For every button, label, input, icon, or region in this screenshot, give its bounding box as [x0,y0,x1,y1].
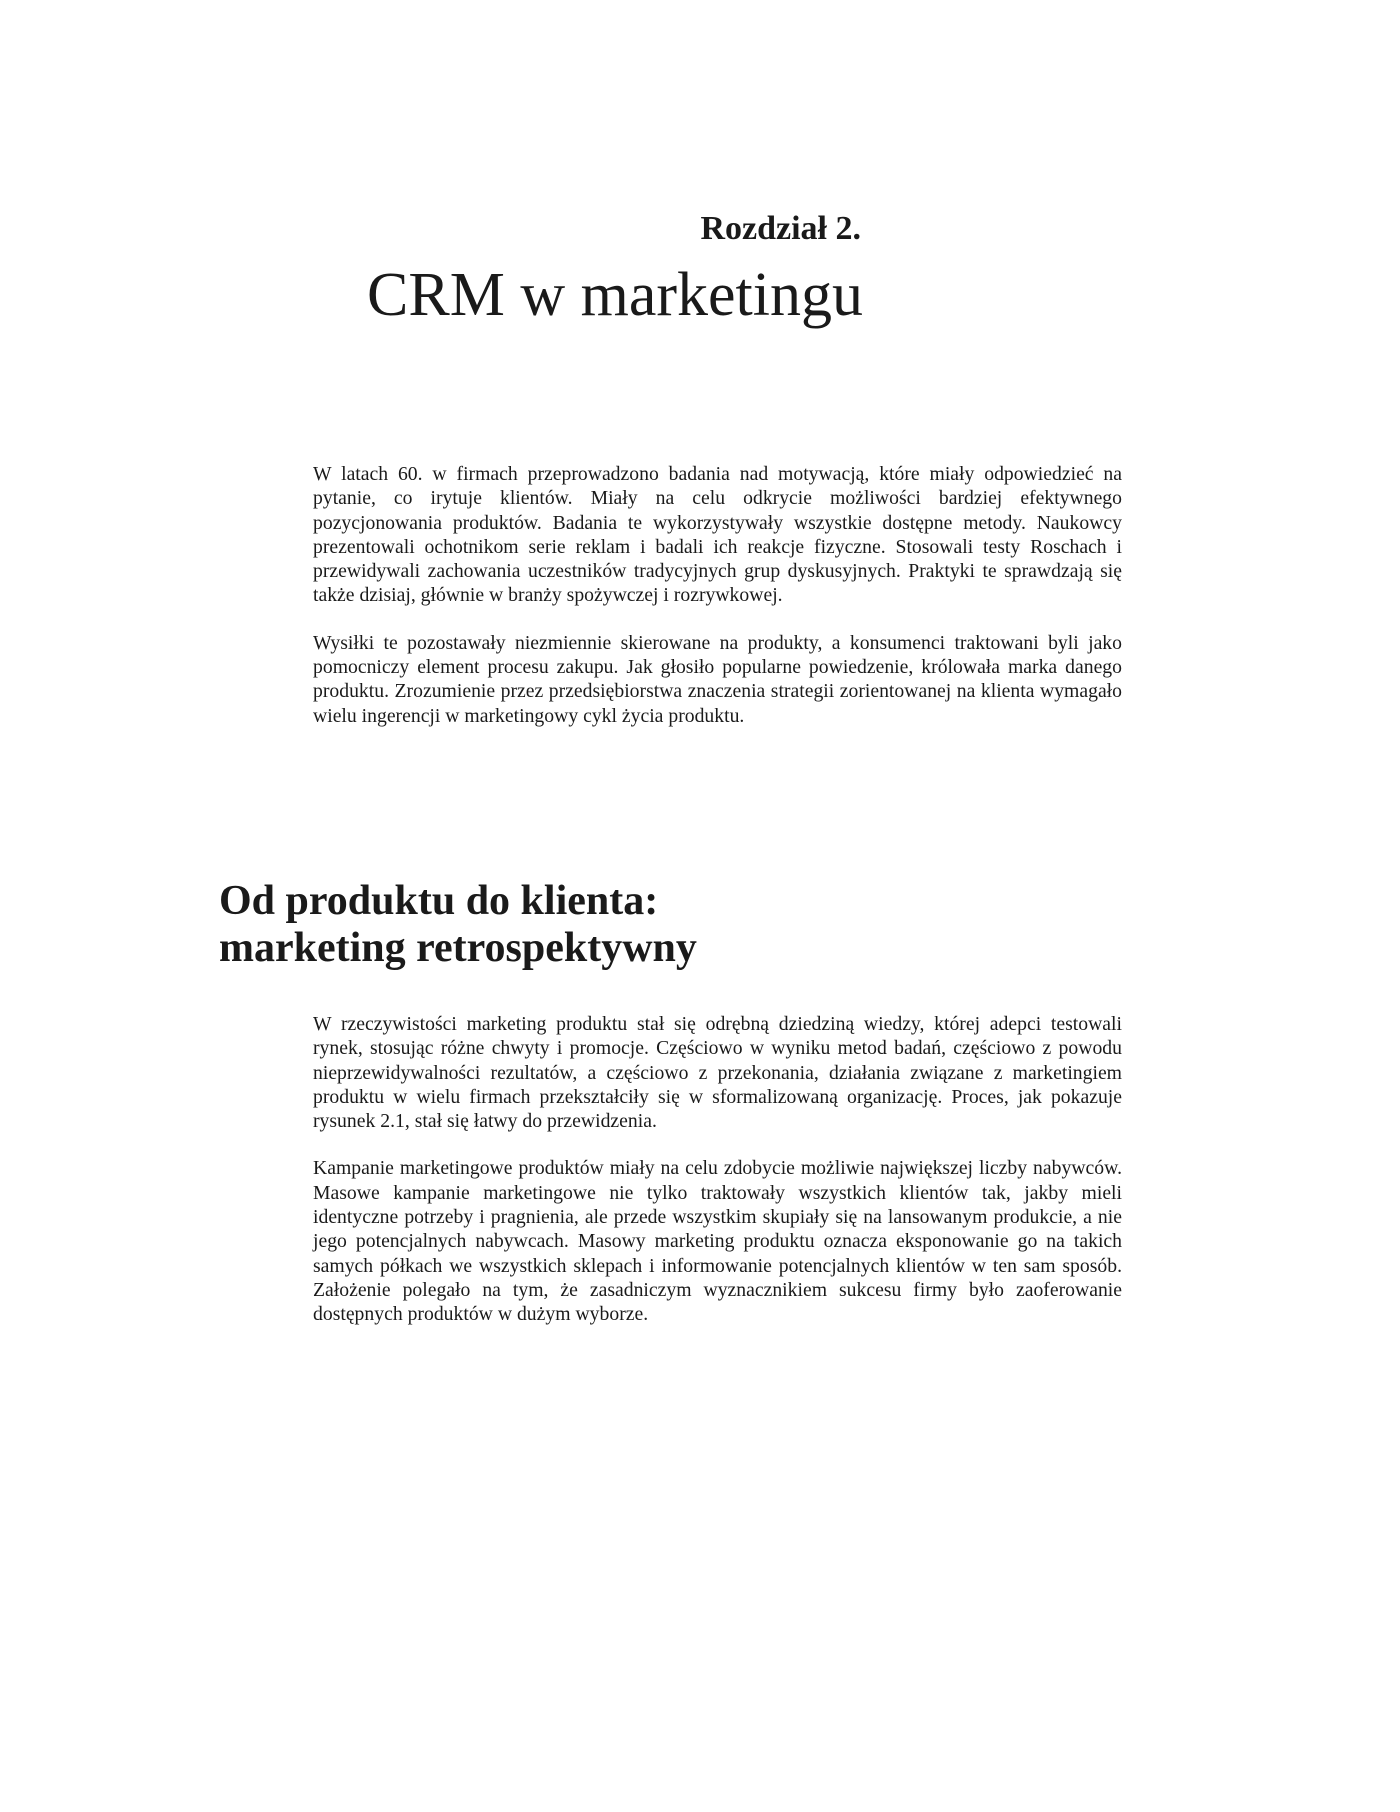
section-heading-line-2: marketing retrospektywny [219,925,697,971]
intro-text [313,462,1122,751]
chapter-label: Rozdział 2. [700,210,861,247]
section-text [313,1012,1122,1350]
intro-paragraph-1: W latach 60. w firmach przeprowadzono badania nad motywacją, które miały odpowiedzieć na pytanie, co irytuje klientów. Miały na celu odkrycie możliwości bardziej efektywnego pozycjonowania produktów. Badania te wykorzystywały wszystkie dostępne metody. Naukowcy prezentowali ochotnikom serie reklam i badali ich reakcje fizyczne. Stosowali testy Roschach i przewidywali zachowania uczestników tradycyjnych grup dyskusyjnych. Praktyki te sprawdzają się także dzisiaj, głównie w branży spożywczej i rozrywkowej. [313,463,1122,607]
intro-paragraph-2: Wysiłki te pozostawały niezmiennie skierowane na produkty, a konsumenci traktowani byli jako pomocniczy element procesu zakupu. Jak głosiło popularne powiedzenie, królowała marka danego produktu. Zrozumienie przez przedsiębiorstwa znaczenia strategii zorientowanej na klienta wymagało wielu ingerencji w marketingowy cykl życia produktu. [313,631,1122,727]
section-heading [219,878,1119,972]
chapter-title: CRM w marketingu [367,261,863,329]
section-paragraph-2: Kampanie marketingowe produktów miały na celu zdobycie możliwie największej liczby nabywców. Masowe kampanie marketingowe nie tylko traktowały wszystkich klientów tak, jakby mieli identyczne potrzeby i pragnienia, ale przede wszystkim skupiały się na lansowanym produkcie, a nie jego potencjalnych nabywcach. Masowy marketing produktu oznacza eksponowanie go na takich samych półkach we wszystkich sklepach i informowanie potencjalnych klientów w ten sam sposób. Założenie polegało na tym, że zasadniczym wyznacznikiem sukcesu firmy było zaoferowanie dostępnych produktów w dużym wyborze. [313,1157,1122,1326]
section-heading-line-1: Od produktu do klienta: [219,878,659,924]
section-paragraph-1: W rzeczywistości marketing produktu stał się odrębną dziedziną wiedzy, której adepci testowali rynek, stosując różne chwyty i promocje. Częściowo w wyniku metod badań, częściowo z powodu nieprzewidywalności rezultatów, a częściowo z przekonania, działania związane z marketingiem produktu w wielu firmach przekształciły się w sformalizowaną organizację. Proces, jak pokazuje rysunek 2.1, stał się łatwy do przewidzenia. [313,1013,1122,1133]
